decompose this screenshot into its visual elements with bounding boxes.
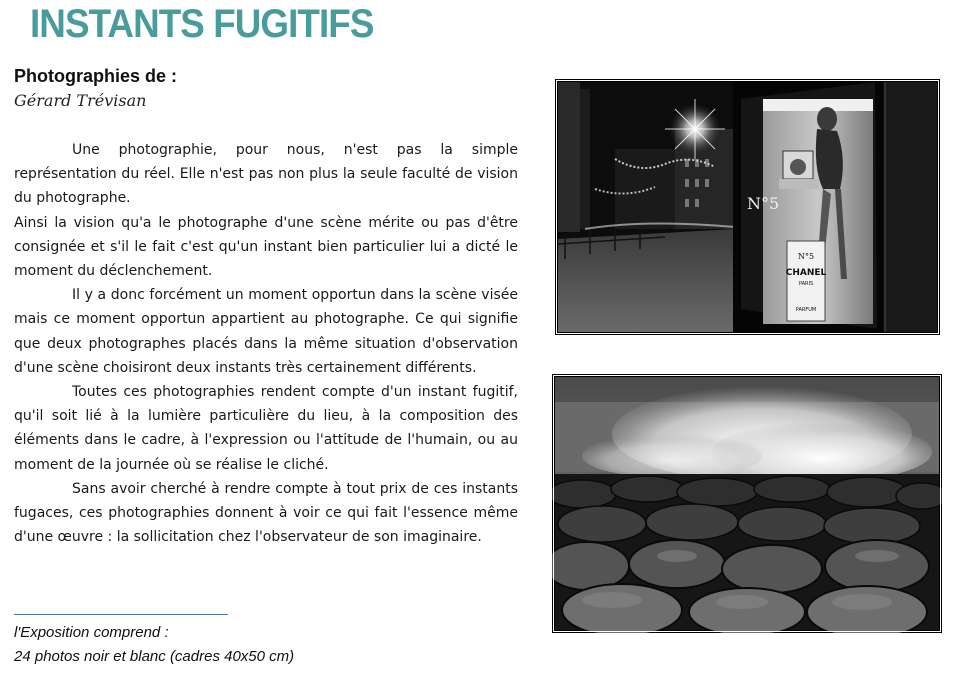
paragraph-1: Une photographie, pour nous, n'est pas la simple représentation du réel. Elle n'est pas non plus la seule faculté de vision du photographe. [14,142,518,207]
photo-wave-rocks [552,374,942,633]
poster-box-number: N°5 [797,252,815,261]
page-title: INSTANTS FUGITIFS [30,2,374,46]
photo-night-street [555,79,940,335]
poster-brand: CHANEL [785,268,827,278]
paragraph-5: Sans avoir cherché à rendre compte à tout prix de ces instants fugaces, ces photographies donnent à voir ce qui fait l'essence même d'une œuvre : la sollicitation chez l'observateur de son imaginaire. [14,480,518,546]
poster-city: PARIS [798,281,814,287]
exhibition-heading: l'Exposition comprend : [14,624,169,641]
divider [14,614,228,615]
exhibition-details: 24 photos noir et blanc (cadres 40x50 cm) [14,648,295,665]
statement-text [14,138,518,549]
poster-number: N°5 [747,194,780,213]
photographer-name: Gérard Trévisan [14,91,147,110]
photographer-label: Photographies de : [14,66,178,86]
poster-product: PARFUM [795,307,817,313]
paragraph-2: Ainsi la vision qu'a le photographe d'une scène mérite ou pas d'être consignée et s'il le fait c'est qu'un instant bien particulier lui a dicté le moment du déclenchement. [14,214,518,280]
paragraph-3: Il y a donc forcément un moment opportun dans la scène visée mais ce moment opportun appartient au photographe. Ce qui signifie que deux photographes placés dans la même situation d'observation d'une scène choisiront deux instants très certainement différents. [14,287,518,376]
paragraph-4: Toutes ces photographies rendent compte d'un instant fugitif, qu'il soit lié à la lumière particulière du lieu, à la composition des éléments dans le cadre, à l'expression ou l'attitude de l'humain, ou au moment de la journée où se réalise le cliché. [14,384,518,473]
